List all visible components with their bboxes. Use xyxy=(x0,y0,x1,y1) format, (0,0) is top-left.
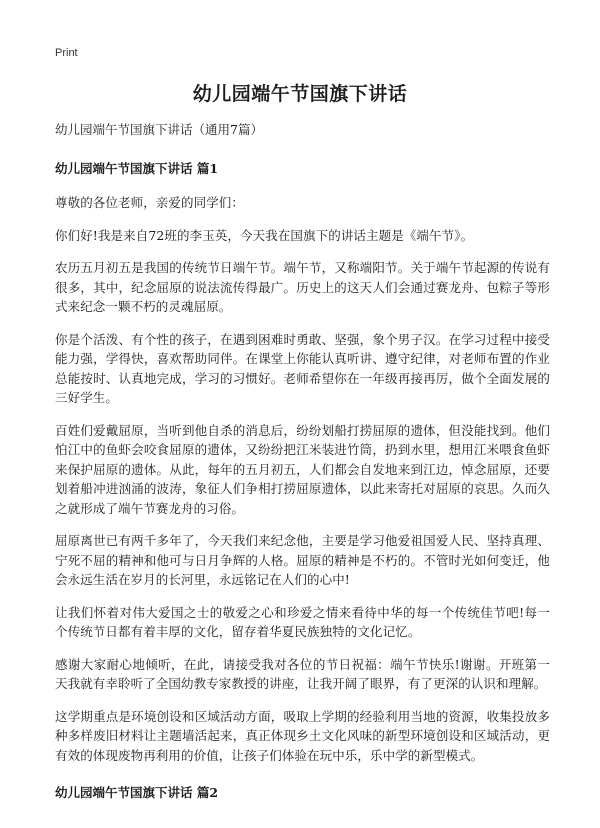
paragraph-tradition: 让我们怀着对伟大爱国之士的敬爱之心和珍爱之情来看待中华的每一个传统佳节吧!每一个传统节日都有着丰厚的文化，留存着华夏民族独特的文化记忆。 xyxy=(55,604,550,639)
document-title: 幼儿园端午节国旗下讲话 xyxy=(192,83,408,105)
section-heading-1: 幼儿园端午节国旗下讲话 篇1 xyxy=(55,161,219,176)
paragraph-spirit: 屈原离世已有两千多年了，今天我们来纪念他，主要是学习他爱祖国爱人民、坚持真理、宁死不屈的精神和他可与日月争辉的人格。屈原的精神是不朽的。不管时光如何变迁，他会永远生活在岁月的长河里，永远铭记在人们的心中! xyxy=(55,533,550,587)
document-body xyxy=(55,120,550,817)
paragraph-origin: 农历五月初五是我国的传统节日端午节。端午节，又称端阳节。关于端午节起源的传说有很多，其中，纪念屈原的说法流传得最广。历史上的这天人们会通过赛龙舟、包粽子等形式来纪念一颗不朽的灵魂屈原。 xyxy=(55,260,550,314)
document-subtitle: 幼儿园端午节国旗下讲话（通用7篇） xyxy=(55,122,263,137)
paragraph-thanks: 感谢大家耐心地倾听，在此，请接受我对各位的节日祝福：端午节快乐!谢谢。开班第一天我就有幸聆听了全国幼教专家教授的讲座，让我开阔了眼界，有了更深的认识和理解。 xyxy=(55,656,550,691)
paragraph-semester: 这学期重点是环境创设和区域活动方面，吸取上学期的经验利用当地的资源，收集投放多种多样废旧材料让主题墙活起来，真正体现乡土文化风味的新型环境创设和区域活动，更有效的体现废物再利用的价值，让孩子们体验在玩中乐，乐中学的新型模式。 xyxy=(55,708,550,763)
paragraph-praise: 你是个活泼、有个性的孩子，在遇到困难时勇敢、坚强，象个男子汉。在学习过程中接受能力强，学得快，喜欢帮助同伴。在课堂上你能认真听讲、遵守纪律，对老师布置的作业总能按时、认真地完成，学习的习惯好。老师希望你在一年级再接再厉，做个全面发展的三好学生。 xyxy=(55,331,550,405)
paragraph-intro: 你们好!我是来自72班的李玉英，今天我在国旗下的讲话主题是《端午节》。 xyxy=(55,227,474,243)
section-heading-2: 幼儿园端午节国旗下讲话 篇2 xyxy=(55,785,219,800)
print-label[interactable]: Print xyxy=(55,47,78,59)
paragraph-greeting: 尊敬的各位老师，亲爱的同学们： xyxy=(55,195,245,210)
paragraph-legend: 百姓们爱戴屈原，当听到他自杀的消息后，纷纷划船打捞屈原的遗体，但没能找到。他们怕江中的鱼虾会咬食屈原的遗体，又纷纷把江米装进竹筒，扔到水里，想用江米喂食鱼虾来保护屈原的遗体。从此，每年的五月初五，人们都会自发地来到江边，悼念屈原，还要划着船冲进汹涌的波涛，象征人们争相打捞屈原遗体，以此来寄托对屈原的哀思。久而久之就形成了端午节赛龙舟的习俗。 xyxy=(55,422,550,516)
